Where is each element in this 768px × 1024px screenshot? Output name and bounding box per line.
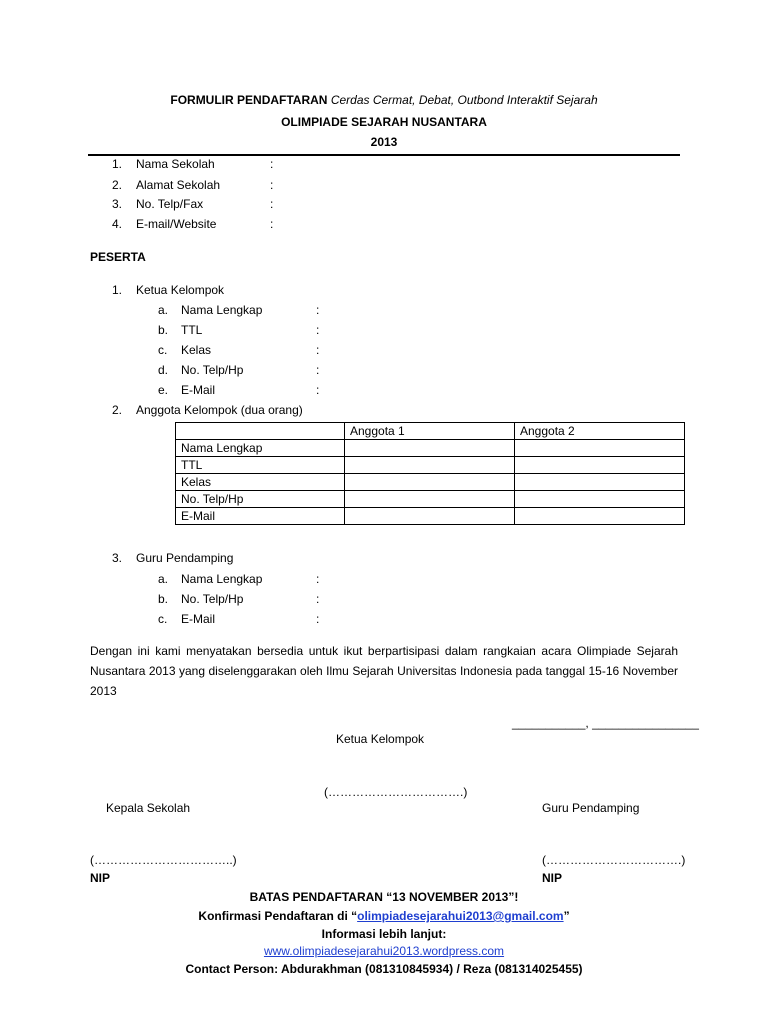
field-label: E-Mail xyxy=(181,612,216,626)
field-label: Alamat Sekolah xyxy=(136,178,221,192)
field-colon: : xyxy=(270,217,274,231)
members-table xyxy=(175,422,685,525)
statement-paragraph: Dengan ini kami menyatakan bersedia untuk ikut berpartisipasi dalam rangkaian acara Olimpiade Sejarah Nusantara 2013 yang diselenggarakan oleh Ilmu Sejarah Universitas Indonesia pada tanggal 15-16 November 2013 xyxy=(90,644,678,698)
table-row xyxy=(176,491,685,508)
field-letter: a. xyxy=(158,303,169,317)
field-letter: d. xyxy=(158,363,169,377)
confirmation-prefix: Konfirmasi Pendaftaran di “ xyxy=(198,909,358,923)
field-colon: : xyxy=(270,197,274,211)
field-number: 3. xyxy=(112,197,123,211)
field-colon: : xyxy=(316,343,320,357)
field-colon: : xyxy=(270,157,274,171)
field-label: E-mail/Website xyxy=(136,217,217,231)
leader-title: Ketua Kelompok xyxy=(136,283,225,297)
principal-nip: NIP xyxy=(90,871,111,885)
date-line[interactable]: ___________, ________________ xyxy=(512,716,699,730)
table-header-row xyxy=(176,423,685,440)
field-colon: : xyxy=(270,178,274,192)
website-link[interactable]: www.olimpiadesejarahui2013.wordpress.com xyxy=(263,944,505,958)
contact-person: Contact Person: Abdurakhman (081310845934) / Reza (081314025455) xyxy=(185,962,583,976)
field-letter: e. xyxy=(158,383,169,397)
member1-cell[interactable] xyxy=(345,491,515,508)
field-colon: : xyxy=(316,612,320,626)
table-row xyxy=(176,508,685,525)
member2-cell[interactable] xyxy=(515,440,685,457)
members-title: Anggota Kelompok (dua orang) xyxy=(136,403,303,417)
confirmation-line xyxy=(0,909,768,923)
field-label: No. Telp/Hp xyxy=(181,363,244,377)
website-line xyxy=(0,944,768,958)
leader-signature-label: Ketua Kelompok xyxy=(336,732,425,746)
field-label: Nama Lengkap xyxy=(181,572,263,586)
member2-cell[interactable] xyxy=(515,457,685,474)
field-colon: : xyxy=(316,303,320,317)
field-letter: a. xyxy=(158,572,169,586)
deadline-text: BATAS PENDAFTARAN “13 NOVEMBER 2013”! xyxy=(249,890,519,904)
row-label: E-Mail xyxy=(176,508,345,525)
leader-signature-blank[interactable]: (…………………………….) xyxy=(324,785,468,799)
teacher-nip: NIP xyxy=(542,871,563,885)
field-label: Kelas xyxy=(181,343,212,357)
table-row xyxy=(176,474,685,491)
member2-cell[interactable] xyxy=(515,491,685,508)
member2-cell[interactable] xyxy=(515,508,685,525)
teacher-signature-blank[interactable]: (…………………………….) xyxy=(542,853,686,867)
confirmation-email-link[interactable]: olimpiadesejarahui2013@gmail.com xyxy=(357,909,564,923)
field-letter: c. xyxy=(158,343,168,357)
field-colon: : xyxy=(316,592,320,606)
principal-signature-blank[interactable]: (……………………………..) xyxy=(90,853,237,867)
leader-number: 1. xyxy=(112,283,123,297)
table-header-cell: Anggota 2 xyxy=(515,423,685,440)
teacher-number: 3. xyxy=(112,551,123,565)
table-header-cell xyxy=(176,423,345,440)
member1-cell[interactable] xyxy=(345,508,515,525)
field-letter: b. xyxy=(158,592,169,606)
row-label: Kelas xyxy=(176,474,345,491)
field-colon: : xyxy=(316,323,320,337)
field-number: 4. xyxy=(112,217,123,231)
field-colon: : xyxy=(316,383,320,397)
field-label: No. Telp/Hp xyxy=(181,592,244,606)
field-label: Nama Sekolah xyxy=(136,157,215,171)
field-number: 2. xyxy=(112,178,123,192)
teacher-signature-label: Guru Pendamping xyxy=(542,801,640,815)
form-subtitle: OLIMPIADE SEJARAH NUSANTARA xyxy=(281,115,487,129)
peserta-heading: PESERTA xyxy=(90,250,146,264)
table-header-cell: Anggota 1 xyxy=(345,423,515,440)
table-row xyxy=(176,440,685,457)
form-title xyxy=(0,93,768,107)
field-colon: : xyxy=(316,363,320,377)
table-row xyxy=(176,457,685,474)
form-title-bold: FORMULIR PENDAFTARAN xyxy=(170,93,328,107)
field-label: TTL xyxy=(181,323,203,337)
principal-signature-label: Kepala Sekolah xyxy=(106,801,191,815)
header-divider xyxy=(88,154,680,156)
member1-cell[interactable] xyxy=(345,474,515,491)
row-label: TTL xyxy=(176,457,345,474)
form-title-italic: Cerdas Cermat, Debat, Outbond Interaktif Sejarah xyxy=(330,93,598,107)
member1-cell[interactable] xyxy=(345,440,515,457)
field-letter: b. xyxy=(158,323,169,337)
row-label: Nama Lengkap xyxy=(176,440,345,457)
members-number: 2. xyxy=(112,403,123,417)
confirmation-suffix: ” xyxy=(563,909,570,923)
field-number: 1. xyxy=(112,157,123,171)
field-colon: : xyxy=(316,572,320,586)
row-label: No. Telp/Hp xyxy=(176,491,345,508)
field-label: No. Telp/Fax xyxy=(136,197,204,211)
form-year: 2013 xyxy=(370,135,398,149)
teacher-title: Guru Pendamping xyxy=(136,551,234,565)
member1-cell[interactable] xyxy=(345,457,515,474)
field-letter: c. xyxy=(158,612,168,626)
field-label: E-Mail xyxy=(181,383,216,397)
field-label: Nama Lengkap xyxy=(181,303,263,317)
info-label: Informasi lebih lanjut: xyxy=(321,927,447,941)
member2-cell[interactable] xyxy=(515,474,685,491)
